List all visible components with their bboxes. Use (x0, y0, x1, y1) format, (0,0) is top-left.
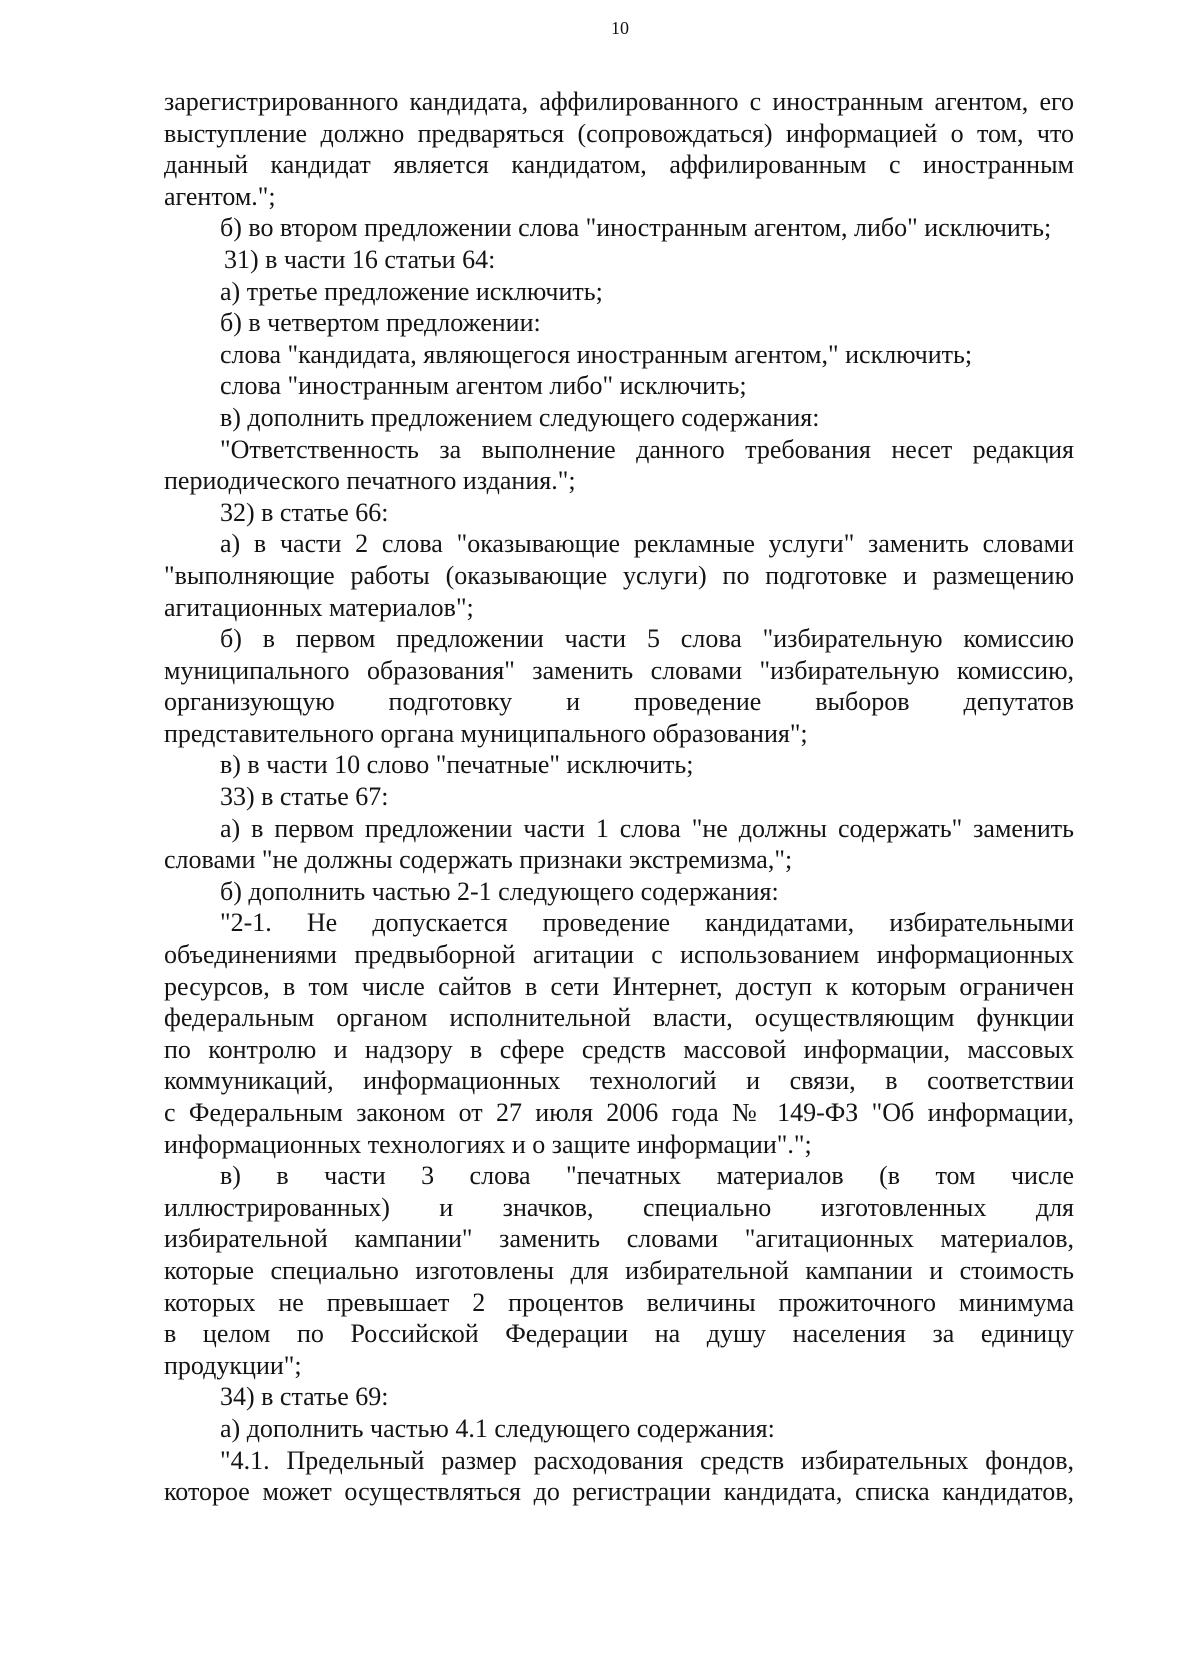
text-line: б) в четвертом предложении: (220, 308, 541, 338)
text-line: которые специально изготовлены для избирательной кампании и стоимость (164, 1255, 1074, 1285)
text-line: в) в части 3 слова "печатных материалов (в том числе (220, 1161, 1074, 1191)
text-line: "4.1. Предельный размер расходования средств избирательных фондов, (220, 1445, 1074, 1475)
text-line: агитационных материалов"; (164, 592, 474, 622)
page-number: 10 (611, 18, 629, 38)
text-line: с Федеральным законом от 27 июля 2006 года № 149-ФЗ "Об информации, (164, 1098, 1074, 1127)
text-line: которых не превышает 2 процентов величины прожиточного минимума (164, 1287, 1074, 1317)
text-line: агентом."; (164, 181, 276, 211)
text-line: слова "кандидата, являющегося иностранным агентом," исключить; (220, 339, 973, 369)
text-line: 34) в статье 69: (220, 1382, 389, 1412)
text-line: "2-1. Не допускается проведение кандидатами, избирательными (220, 908, 1074, 938)
text-line: 32) в статье 66: (220, 497, 389, 527)
text-line: а) в части 2 слова "оказывающие рекламные услуги" заменить словами (220, 529, 1074, 559)
text-line: коммуникаций, информационных технологий и связи, в соответствии (164, 1066, 1074, 1096)
text-line: представительного органа муниципального образования"; (164, 718, 808, 748)
text-line: "Ответственность за выполнение данного требования несет редакция (220, 434, 1074, 464)
text-line: 31) в части 16 статьи 64: (224, 244, 496, 274)
text-line: б) в первом предложении части 5 слова "избирательную комиссию (220, 624, 1074, 654)
text-line: выступление должно предваряться (сопровождаться) информацией о том, что (164, 118, 1074, 148)
text-line: в) дополнить предложением следующего содержания: (220, 402, 820, 432)
text-line: организующую подготовку и проведение выборов депутатов (164, 687, 1074, 717)
text-line: а) в первом предложении части 1 слова "не должны содержать" заменить (220, 813, 1074, 843)
text-line: по контролю и надзору в сфере средств массовой информации, массовых (164, 1034, 1074, 1064)
text-line: а) третье предложение исключить; (220, 276, 603, 306)
text-line: а) дополнить частью 4.1 следующего содержания: (220, 1413, 775, 1443)
document-body (164, 86, 1074, 1508)
text-line: 33) в статье 67: (220, 782, 389, 812)
text-line: муниципального образования" заменить словами "избирательную комиссию, (164, 655, 1074, 685)
text-line: б) дополнить частью 2-1 следующего содержания: (220, 876, 779, 906)
text-line: которое может осуществляться до регистрации кандидата, списка кандидатов, (164, 1477, 1074, 1507)
text-line: объединениями предвыборной агитации с использованием информационных (164, 940, 1074, 970)
text-line: зарегистрированного кандидата, аффилированного с иностранным агентом, его (164, 87, 1074, 116)
text-line: словами "не должны содержать признаки экстремизма,"; (164, 845, 793, 875)
text-line: избирательной кампании" заменить словами "агитационных материалов, (164, 1224, 1074, 1254)
text-line: в) в части 10 слово "печатные" исключить; (220, 750, 694, 780)
text-line: информационных технологиях и о защите информации"."; (164, 1129, 812, 1159)
text-line: б) во втором предложении слова "иностранным агентом, либо" исключить; (220, 213, 1052, 243)
text-line: "выполняющие работы (оказывающие услуги) по подготовке и размещению (164, 560, 1074, 590)
text-line: периодического печатного издания."; (164, 466, 576, 496)
text-line: данный кандидат является кандидатом, аффилированным с иностранным (164, 150, 1074, 180)
text-line: иллюстрированных) и значков, специально изготовленных для (164, 1192, 1074, 1222)
text-line: ресурсов, в том числе сайтов в сети Интернет, доступ к которым ограничен (164, 971, 1074, 1001)
text-line: слова "иностранным агентом либо" исключить; (220, 371, 747, 401)
text-line: продукции"; (164, 1350, 302, 1380)
text-line: федеральным органом исполнительной власти, осуществляющим функции (164, 1003, 1074, 1033)
text-line: в целом по Российской Федерации на душу населения за единицу (164, 1319, 1074, 1349)
